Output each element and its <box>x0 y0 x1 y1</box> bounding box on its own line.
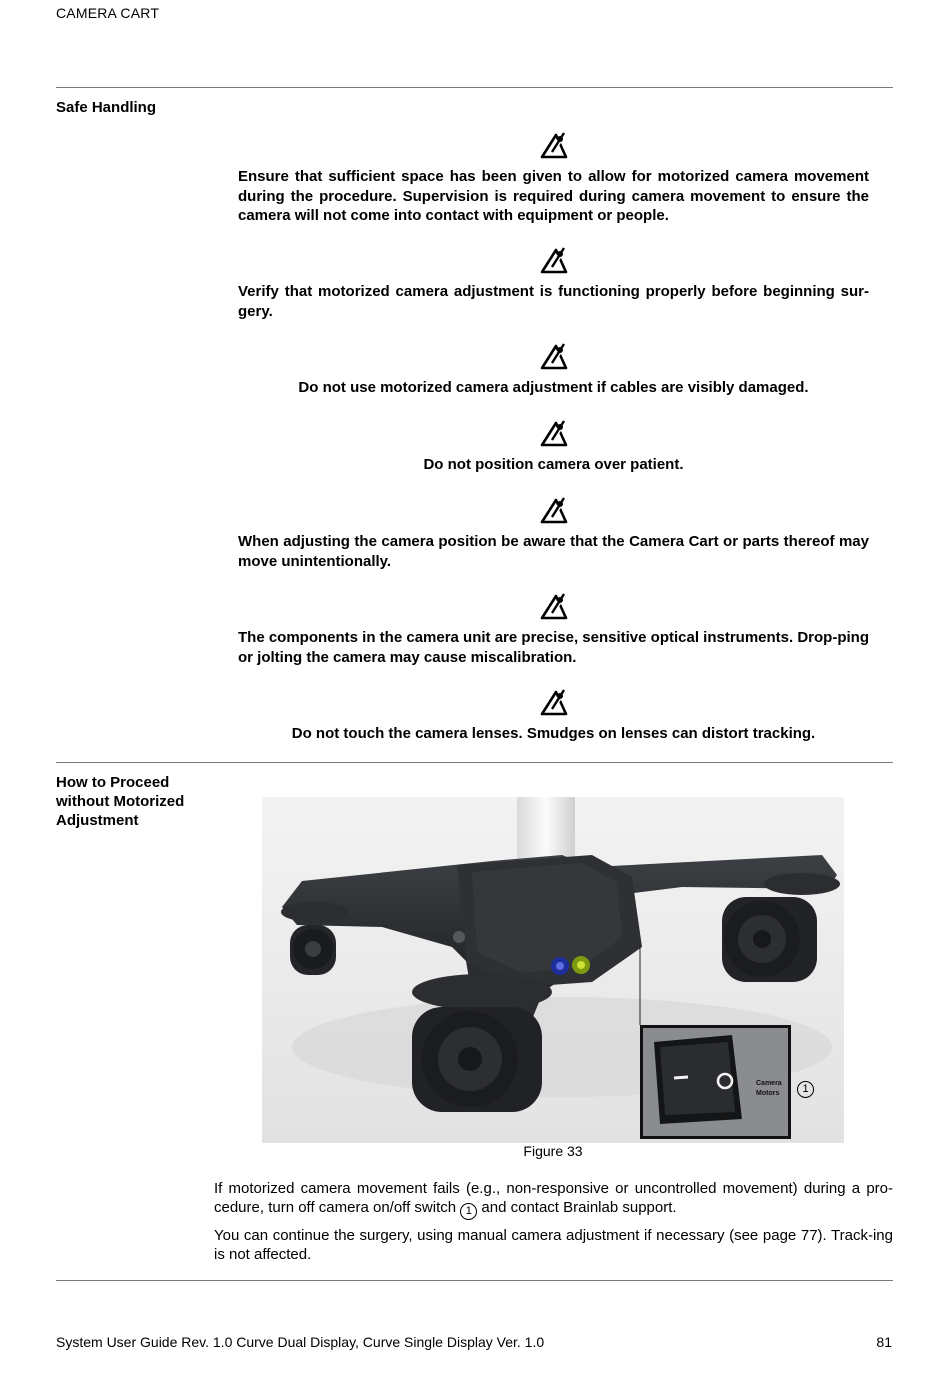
camera-cart-illustration <box>262 797 844 1143</box>
switch-label-camera: Camera <box>756 1080 782 1087</box>
warning-text: Do not touch the camera lenses. Smudges on lenses can distort tracking. <box>291 725 816 742</box>
warning-block <box>238 341 869 398</box>
warning-text: Do not position camera over patient. <box>423 456 684 473</box>
page-number: 81 <box>876 1334 892 1350</box>
divider <box>56 87 893 88</box>
warning-triangle-icon <box>539 418 569 448</box>
figure-callout <box>797 1077 814 1098</box>
warning-triangle-icon <box>539 495 569 525</box>
running-header: CAMERA CART <box>56 5 160 21</box>
warning-triangle-icon <box>539 591 569 621</box>
callout-number: 1 <box>797 1081 814 1098</box>
paragraph-text: If motorized camera movement fails (e.g., non-responsive or uncontrolled movement) during a pro-cedure, turn off camera on/off switch <box>214 1180 893 1216</box>
section-heading-safe-handling: Safe Handling <box>56 99 157 116</box>
paragraph-manual-adjustment: You can continue the surgery, using manual camera adjustment if necessary (see page 77). Track-ing is not affected. <box>214 1227 893 1263</box>
camera-cart-figure <box>262 797 844 1143</box>
warning-block <box>238 245 869 321</box>
warning-triangle-icon <box>539 130 569 160</box>
warning-triangle-icon <box>539 341 569 371</box>
switch-label-motors: Motors <box>756 1090 780 1097</box>
warning-text: Verify that motorized camera adjustment is functioning properly before beginning sur-gery. <box>238 283 869 320</box>
warning-triangle-icon <box>539 245 569 275</box>
divider <box>56 762 893 763</box>
warning-block <box>238 495 869 571</box>
warning-block <box>238 591 869 667</box>
paragraph-motor-failure <box>214 1179 893 1220</box>
warning-block <box>238 130 869 226</box>
warning-triangle-icon <box>539 687 569 717</box>
warning-block <box>238 687 869 744</box>
warning-block <box>238 418 869 475</box>
paragraph-text: and contact Brainlab support. <box>481 1199 677 1216</box>
footer-text: System User Guide Rev. 1.0 Curve Dual Display, Curve Single Display Ver. 1.0 <box>56 1334 545 1350</box>
warning-text: Ensure that sufficient space has been given to allow for motorized camera movement during the procedure. Supervision is required during camera movement to ensure the camera will not come into contact with equipment or people. <box>238 168 869 224</box>
section-heading-proceed: How to Proceed without Motorized Adjustment <box>56 774 185 829</box>
callout-number: 1 <box>460 1203 477 1220</box>
warning-text: Do not use motorized camera adjustment if cables are visibly damaged. <box>298 379 809 396</box>
figure-caption: Figure 33 <box>523 1143 583 1159</box>
warning-text: The components in the camera unit are precise, sensitive optical instruments. Drop-ping or jolting the camera may cause miscalibration. <box>238 629 869 666</box>
warning-text: When adjusting the camera position be aware that the Camera Cart or parts thereof may move unintentionally. <box>238 533 869 570</box>
divider <box>56 1280 893 1281</box>
